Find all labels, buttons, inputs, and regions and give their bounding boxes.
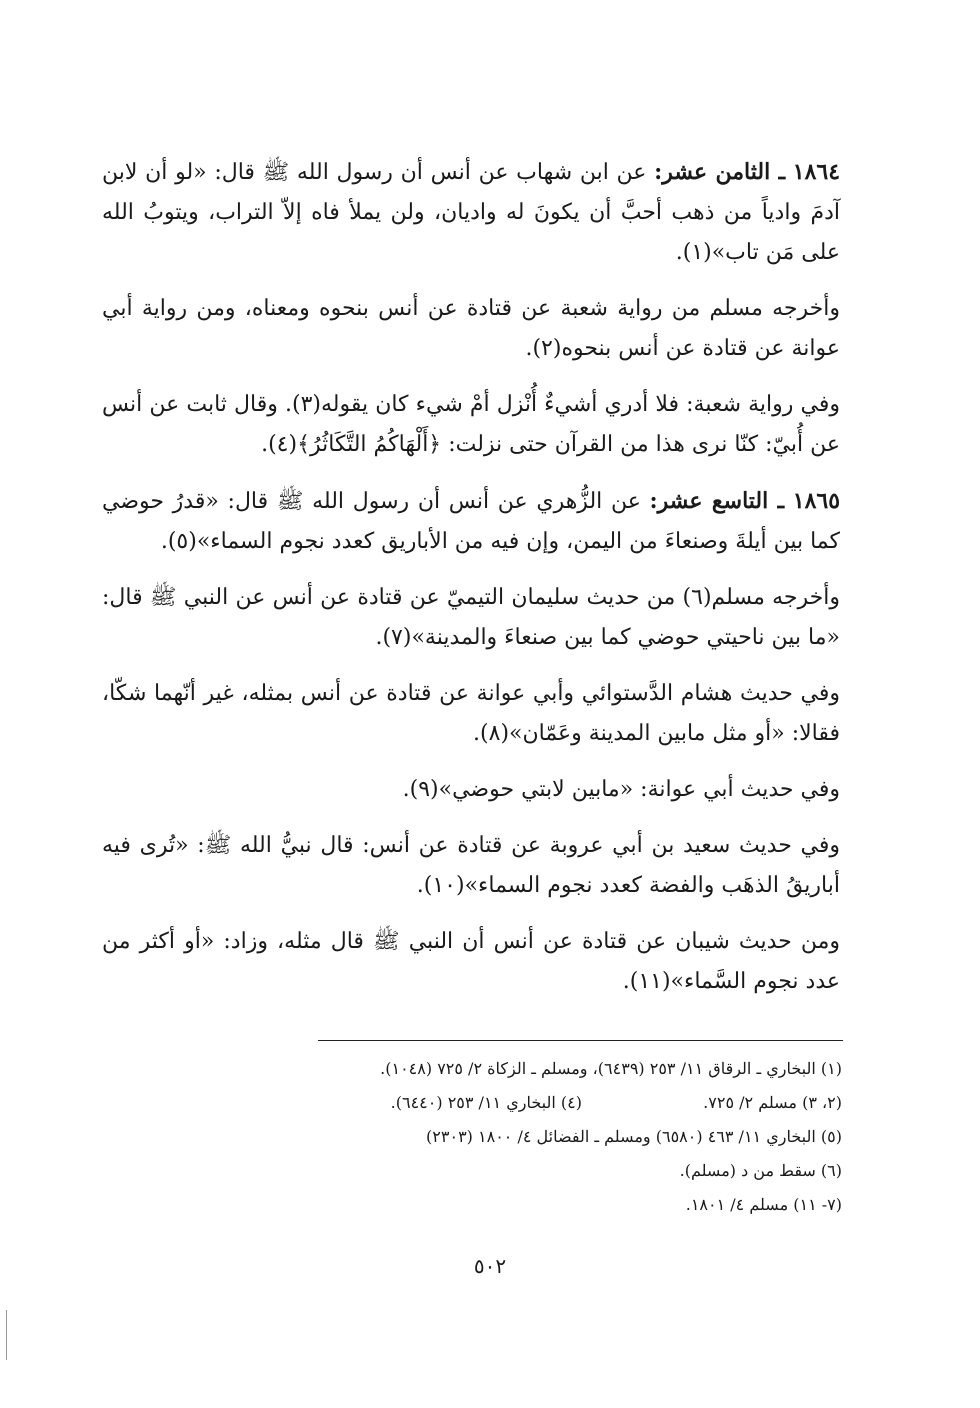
footnote-text: (٦) سقط من د (مسلم). bbox=[679, 1161, 842, 1180]
footnotes bbox=[300, 1052, 842, 1222]
footnote-7-11 bbox=[300, 1188, 842, 1222]
footnote-1 bbox=[300, 1052, 842, 1086]
paragraph bbox=[102, 770, 840, 810]
paragraph bbox=[102, 385, 840, 465]
footnote-2-4 bbox=[300, 1086, 842, 1120]
scan-edge-mark bbox=[6, 1310, 7, 1360]
paragraph-text: وفي رواية شعبة: فلا أدري أشيءٌ أُنْزل أمْ شيء كان يقوله(٣). وقال ثابت عن أنس عن أُبيّ: كنّا نرى هذا من القرآن حتى نزلت: ﴿أَلْهَاكُمُ التَّكَاثُرُ﴾(٤). bbox=[102, 392, 840, 457]
paragraph-text: وأخرجه مسلم(٦) من حديث سليمان التيميّ عن قتادة عن أنس عن النبي ﷺ قال: «ما بين ناحيتي حوضي كما بين صنعاءَ والمدينة»(٧). bbox=[102, 585, 841, 650]
hadith-number: ١٨٦٥ bbox=[792, 488, 841, 514]
paragraph-text: ومن حديث شيبان عن قتادة عن أنس أن النبي ﷺ قال مثله، وزاد: «أو أكثر من عدد نجوم السَّماء»(١١). bbox=[102, 929, 840, 994]
footnote-text: (٧- ١١) مسلم ٤/ ١٨٠١. bbox=[685, 1195, 842, 1214]
footnote-6 bbox=[300, 1154, 842, 1188]
paragraph-1864 bbox=[102, 152, 840, 273]
hadith-heading: ـ التاسع عشر: bbox=[649, 488, 785, 514]
paragraph bbox=[102, 922, 840, 1002]
paragraph bbox=[102, 289, 840, 369]
footnote-text: (٢، ٣) مسلم ٢/ ٧٢٥. bbox=[703, 1093, 842, 1112]
paragraph-1865 bbox=[102, 481, 840, 562]
paragraph-text: عن ابن شهاب عن أنس أن رسول الله ﷺ قال: «لو أن لابن آدمَ وادياً من ذهب أحبَّ أن يكونَ له واديان، ولن يملأ فاه إلاّ التراب، ويتوبُ الله على مَن تاب»(١). bbox=[102, 160, 840, 265]
hadith-heading: ـ الثامن عشر: bbox=[654, 159, 786, 185]
page-number: ٥٠٢ bbox=[473, 1254, 507, 1278]
footnote-text: (١) البخاري ـ الرقاق ١١/ ٢٥٣ (٦٤٣٩)، ومسلم ـ الزكاة ٢/ ٧٢٥ (١٠٤٨). bbox=[380, 1059, 842, 1078]
paragraph-text: وفي حديث هشام الدَّستوائي وأبي عوانة عن قتادة عن أنس بمثله، غير أنّهما شكّا، فقالا: «أو مثل مابين المدينة وعَمّان»(٨). bbox=[102, 681, 840, 746]
footnote-5 bbox=[300, 1120, 842, 1154]
paragraph bbox=[102, 674, 840, 754]
main-text bbox=[102, 152, 840, 1018]
footnote-text: (٤) البخاري ١١/ ٢٥٣ (٦٤٤٠). bbox=[390, 1093, 582, 1112]
hadith-number: ١٨٦٤ bbox=[792, 159, 841, 185]
paragraph bbox=[102, 578, 840, 658]
paragraph-text: وأخرجه مسلم من رواية شعبة عن قتادة عن أنس بنحوه ومعناه، ومن رواية أبي عوانة عن قتادة عن أنس بنحوه(٢). bbox=[102, 296, 840, 361]
paragraph-text: وفي حديث أبي عوانة: «مابين لابتي حوضي»(٩). bbox=[402, 777, 840, 802]
footnote-divider bbox=[318, 1040, 843, 1041]
footnote-text: (٥) البخاري ١١/ ٤٦٣ (٦٥٨٠) ومسلم ـ الفضائل ٤/ ١٨٠٠ (٢٣٠٣) bbox=[426, 1127, 842, 1146]
paragraph bbox=[102, 826, 840, 906]
paragraph-text: عن الزُّهري عن أنس أن رسول الله ﷺ قال: «قدرُ حوضي كما بين أيلةَ وصنعاءَ من اليمن، وإن فيه من الأباريق كعدد نجوم السماء»(٥). bbox=[102, 489, 840, 554]
paragraph-text: وفي حديث سعيد بن أبي عروبة عن قتادة عن أنس: قال نبيُّ الله ﷺ: «تُرى فيه أباريقُ الذهَب والفضة كعدد نجوم السماء»(١٠). bbox=[102, 833, 840, 898]
